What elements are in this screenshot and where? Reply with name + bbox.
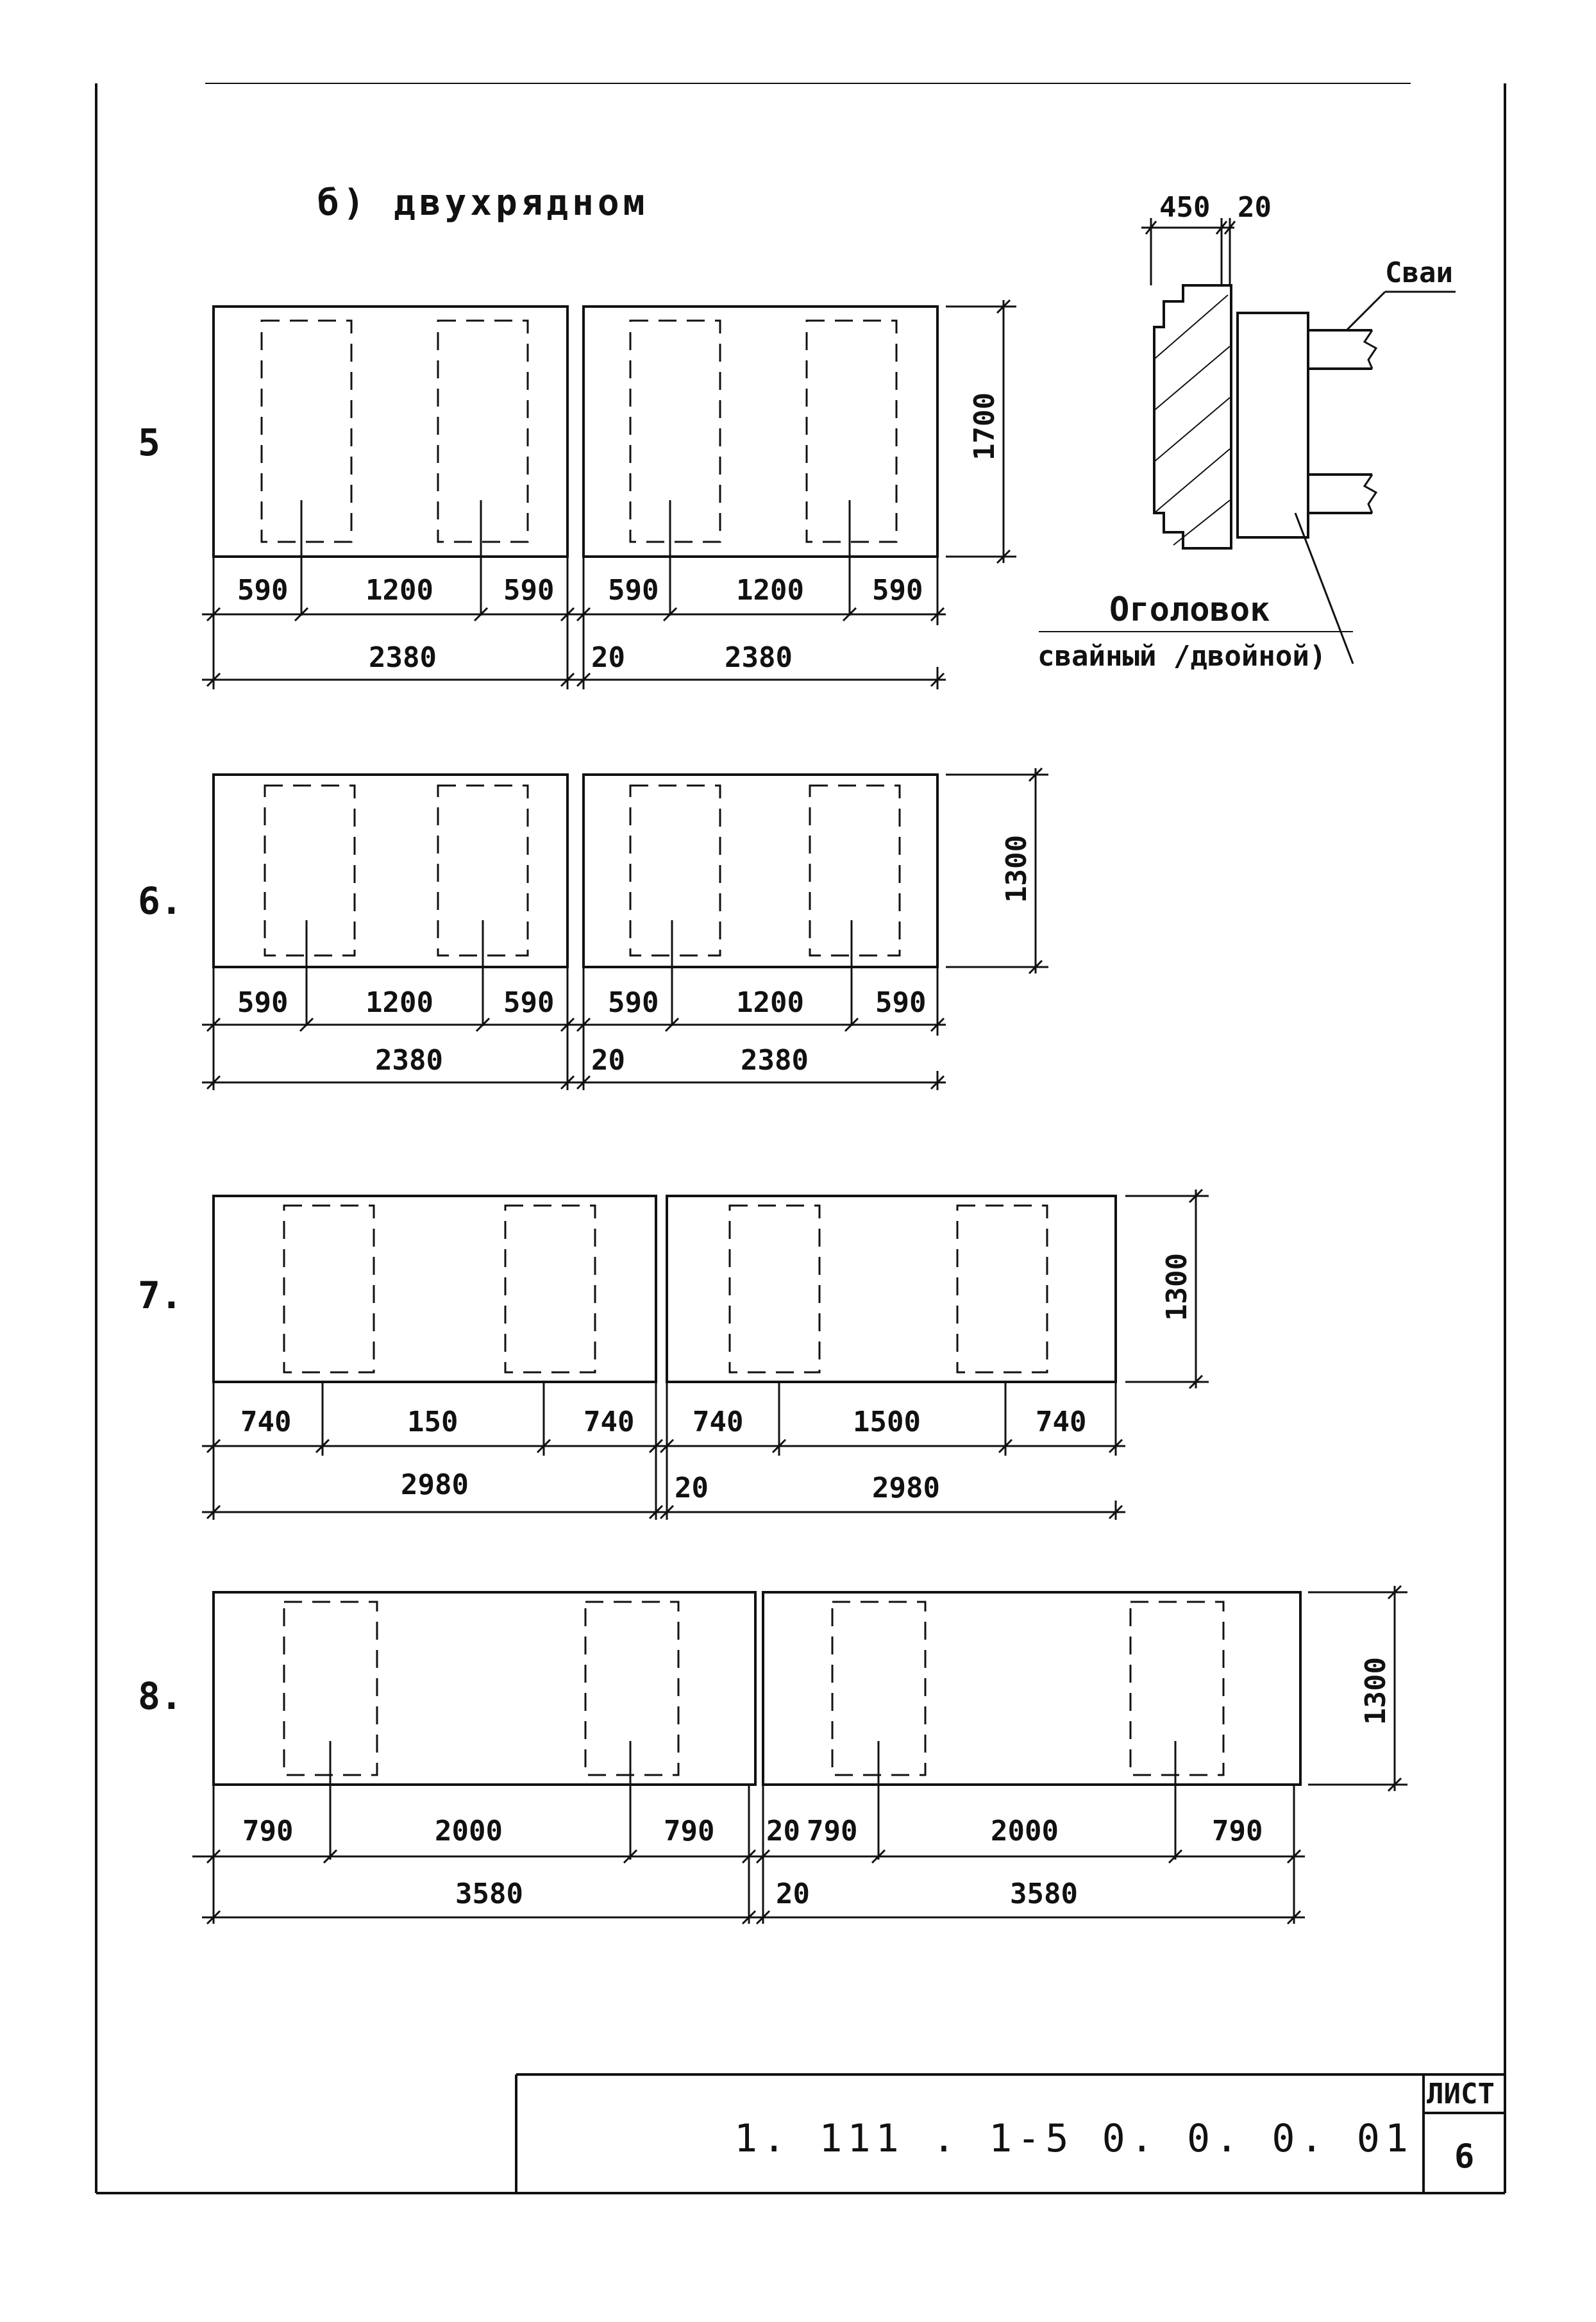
sheet-number: 6 <box>1454 2137 1475 2176</box>
dim-height: 1300 <box>1359 1657 1392 1725</box>
dim-right-gap: 20 <box>776 1878 810 1910</box>
dim-left-seg1: 740 <box>240 1406 292 1438</box>
dim-right-seg3: 790 <box>1212 1815 1263 1847</box>
slab-right <box>584 775 937 967</box>
title-block <box>516 2074 1505 2193</box>
dim-right-seg1: 740 <box>693 1406 744 1438</box>
dim-right-seg2: 2000 <box>991 1815 1059 1847</box>
row-7 <box>138 1190 1209 1520</box>
row-6 <box>138 768 1048 1090</box>
dim-left-seg2: 2000 <box>435 1815 503 1847</box>
document-code: 1. 111 . 1-5 0. 0. 0. 01 <box>734 2116 1413 2161</box>
dim-right-seg2: 1200 <box>736 574 804 607</box>
dim-wall-thickness: 450 <box>1159 191 1211 224</box>
dim-left-seg1: 790 <box>242 1815 294 1847</box>
row-number: 8. <box>138 1674 183 1718</box>
dim-right-seg3: 740 <box>1036 1406 1087 1438</box>
dim-left-seg2: 150 <box>407 1406 458 1438</box>
dim-left-seg3: 790 <box>664 1815 715 1847</box>
slab-left <box>214 775 567 967</box>
dim-height: 1300 <box>1161 1253 1193 1321</box>
dim-right-gap: 20 <box>675 1472 709 1504</box>
row-number: 6. <box>138 879 183 923</box>
dim-right-seg1: 590 <box>608 986 659 1019</box>
dim-right-gap: 20 <box>591 1044 625 1077</box>
label-cap-line1: Оголовок <box>1109 591 1270 629</box>
label-pile: Сваи <box>1385 257 1453 289</box>
dim-left-seg3: 590 <box>503 574 555 607</box>
dim-left-total: 2980 <box>401 1468 469 1501</box>
dim-left-seg1: 590 <box>237 574 289 607</box>
dim-left-seg3: 590 <box>503 986 555 1019</box>
dim-left-seg2: 1200 <box>365 574 433 607</box>
pile-cap-detail <box>1037 191 1456 673</box>
dim-right-seg3: 590 <box>872 574 923 607</box>
dim-left-total: 3580 <box>455 1878 523 1910</box>
slab-right <box>763 1592 1300 1785</box>
slab-right <box>667 1196 1116 1382</box>
dim-height: 1700 <box>968 392 1001 460</box>
row-5 <box>138 300 1016 689</box>
dim-right-gap: 20 <box>591 641 625 674</box>
dim-left-total: 2380 <box>369 641 437 674</box>
slab-left <box>214 1592 755 1785</box>
dim-left-seg3: 740 <box>584 1406 635 1438</box>
slab-right <box>584 307 937 557</box>
dim-height: 1300 <box>1000 835 1033 903</box>
row-number: 5 <box>138 421 160 464</box>
dim-right-seg1: 790 <box>807 1815 858 1847</box>
dim-right-gap-top: 20 <box>766 1815 800 1847</box>
dim-right-seg3: 590 <box>875 986 927 1019</box>
section-title: б) двухрядном <box>317 182 649 224</box>
dim-left-seg2: 1200 <box>365 986 433 1019</box>
dim-right-total: 2380 <box>741 1044 809 1077</box>
row-number: 7. <box>138 1274 183 1317</box>
dim-right-seg1: 590 <box>608 574 659 607</box>
slab-left <box>214 307 567 557</box>
sheet-label: ЛИСТ <box>1427 2078 1495 2110</box>
dim-left-total: 2380 <box>375 1044 443 1077</box>
row-8 <box>138 1586 1407 1924</box>
dim-right-seg2: 1200 <box>736 986 804 1019</box>
dim-right-seg2: 1500 <box>853 1406 921 1438</box>
slab-left <box>214 1196 656 1382</box>
dim-left-seg1: 590 <box>237 986 289 1019</box>
dim-wall-gap: 20 <box>1238 191 1272 224</box>
label-cap-line2: свайный /двойной) <box>1037 640 1327 673</box>
dim-right-total: 2380 <box>725 641 793 674</box>
dim-right-total: 3580 <box>1010 1878 1078 1910</box>
dim-right-total: 2980 <box>872 1472 940 1504</box>
